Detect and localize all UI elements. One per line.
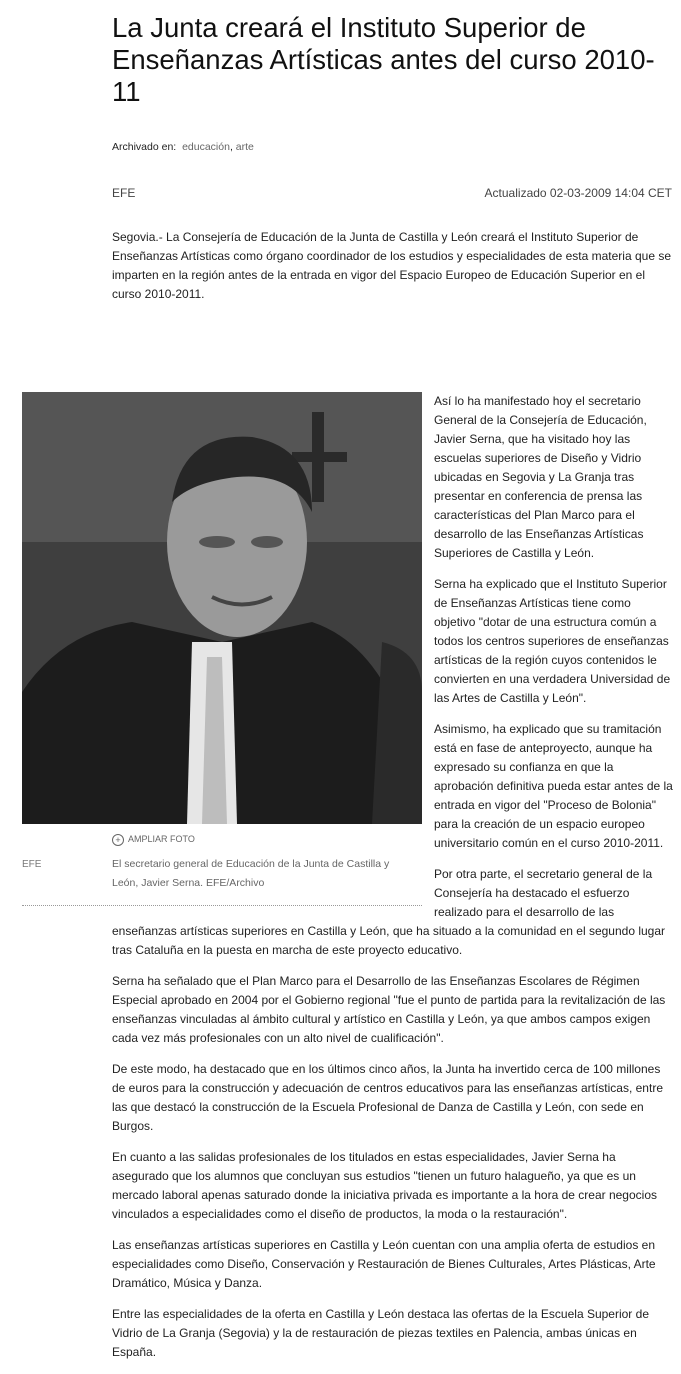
headline: La Junta creará el Instituto Superior de Enseñanzas Artísticas antes del curso 2010-11 bbox=[112, 12, 655, 107]
enlarge-photo-button[interactable] bbox=[112, 830, 422, 849]
plus-icon: + bbox=[112, 834, 124, 846]
paragraph: Serna ha explicado que el Instituto Superior de Enseñanzas Artísticas tiene como objetivo "dotar de una estructura común a todos los centros superiores de enseñanzas artísticas de la región cuyos contenidos le convierten en una verdadera Universidad de las Artes de Castilla y León". bbox=[434, 577, 671, 705]
byline bbox=[112, 186, 672, 200]
tag-link-arte[interactable]: arte bbox=[235, 141, 254, 153]
article-body bbox=[22, 228, 674, 1374]
paragraph: Por otra parte, el secretario general de la Consejería ha destacado el esfuerzo realizado para el desarrollo de las enseñanzas artísticas superiores en Castilla y León, que ha situado a la comunidad en el segundo lugar tras Cataluña en la puesta en marcha de este proyecto educativo. bbox=[112, 867, 666, 957]
photo-caption: El secretario general de Educación de la Junta de Castilla y León, Javier Serna. EFE/Archivo bbox=[112, 858, 390, 889]
paragraph: Serna ha señalado que el Plan Marco para el Desarrollo de las Enseñanzas Escolares de Régimen Especial aprobado en 2004 por el Gobierno regional "fue el punto de partida para la revitalización de las enseñanzas vinculadas al ámbito cultural y artístico en Castilla y León, ya que ambos campos exigen cada vez más profesionales con un alto nivel de cualificación". bbox=[112, 974, 666, 1045]
source: EFE bbox=[112, 186, 136, 200]
paragraph: De este modo, ha destacado que en los últimos cinco años, la Junta ha invertido cerca de 100 millones de euros para la construcción y adecuación de centros educativos para las enseñanzas artísticas, entre las que destacó la construcción de la Escuela Profesional de Danza de Castilla y León, con sede en Burgos. bbox=[112, 1062, 663, 1133]
lead-paragraph: Segovia.- La Consejería de Educación de la Junta de Castilla y León creará el Instituto Superior de Enseñanzas Artísticas como órgano coordinador de los estudios y especialidades de esta materia que se imparten en la región antes de la entrada en vigor del Espacio Europeo de Educación Superior en el curso 2010-2011. bbox=[112, 230, 671, 301]
caption-row bbox=[22, 855, 422, 893]
article-photo[interactable] bbox=[22, 392, 422, 824]
archived-label: Archivado en: bbox=[112, 141, 177, 153]
archived-in: Archivado en: educación, arte bbox=[112, 141, 254, 153]
paragraph: Las enseñanzas artísticas superiores en Castilla y León cuentan con una amplia oferta de estudios en especialidades como Diseño, Conservación y Restauración de Bienes Culturales, Artes Plásticas, Arte Dramático, Música y Danza. bbox=[112, 1238, 656, 1290]
enlarge-label: AMPLIAR FOTO bbox=[128, 834, 195, 844]
paragraph: Así lo ha manifestado hoy el secretario General de la Consejería de Educación, Javier Serna, que ha visitado hoy las escuelas superiores de Diseño y Vidrio ubicadas en Segovia y La Granja tras presentar en conferencia de prensa las características del Plan Marco para el desarrollo de las Enseñanzas Artísticas Superiores de Castilla y León. bbox=[434, 394, 647, 560]
paragraph: Entre las especialidades de la oferta en Castilla y León destaca las ofertas de la Escuela Superior de Vidrio de La Granja (Segovia) y la de restauración de piezas textiles en Palencia, ambas únicas en España. bbox=[112, 1307, 649, 1359]
tag-link-educacion[interactable]: educación bbox=[182, 141, 230, 153]
photo-credit: EFE bbox=[22, 859, 42, 870]
updated-timestamp: Actualizado 02-03-2009 14:04 CET bbox=[484, 186, 672, 200]
photo-image bbox=[22, 392, 422, 824]
article-figure bbox=[22, 392, 422, 906]
paragraph: En cuanto a las salidas profesionales de los titulados en estas especialidades, Javier Serna ha asegurado que los alumnos que concluyan sus estudios "tienen un futuro halagueño, ya que es un mercado laboral apenas saturado donde la iniciativa privada es importante a la hora de crear negocios vinculados a especialidades como el diseño de productos, la moda o la restauración". bbox=[112, 1150, 657, 1221]
paragraph: Asimismo, ha explicado que su tramitación está en fase de anteproyecto, aunque ha expresado su confianza en que la aprobación definitiva pueda estar antes de la entrada en vigor del "Proceso de Bolonia" para la creación de un espacio europeo universitario común en el curso 2010-2011. bbox=[434, 722, 673, 850]
